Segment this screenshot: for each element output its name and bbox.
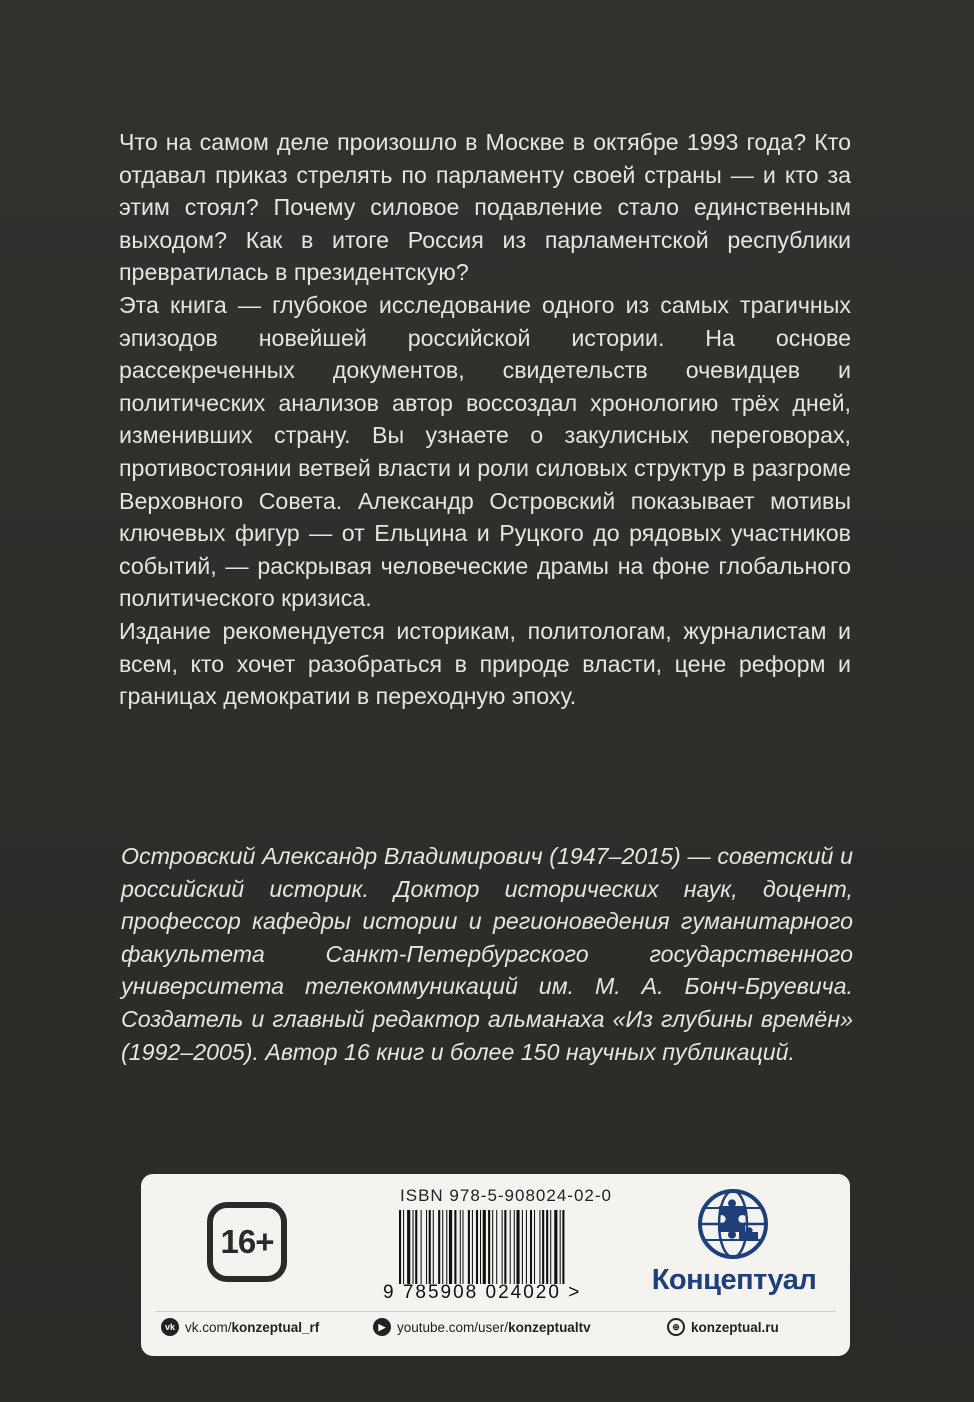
annotation-paragraph-1: Что на самом деле произошло в Москве в октябре 1993 года? Кто отдавал приказ стрелять по парламенту своей страны — и кто за этим стоял? Почему силовое подавление стало единственным выходом? Как в итоге Россия из парламентской республики превратилась в президентскую? bbox=[119, 129, 851, 286]
annotation-paragraph-2: Эта книга — глубокое исследование одного из самых трагичных эпизодов новейшей российской истории. На основе рассекреченных документов, свидетельств очевидцев и политических анализов автор воссоздал хронологию трёх дней, изменивших страну. Вы узнаете о закулисных переговорах, противостоянии ветвей власти и роли силовых структур в разгроме Верховного Совета. Александр Островский показывает мотивы ключевых фигур — от Ельцина и Руцкого до рядовых участников событий, — раскрывая человеческие драмы на фоне глобального политического кризиса. bbox=[119, 291, 851, 612]
youtube-link-prefix: youtube.com/user/ bbox=[397, 1319, 509, 1335]
site-link[interactable] bbox=[667, 1318, 779, 1336]
vk-link[interactable] bbox=[161, 1318, 319, 1336]
site-link-url: konzeptual.ru bbox=[691, 1319, 779, 1335]
puzzle-globe-icon bbox=[695, 1186, 771, 1262]
publisher-name: Концептуал bbox=[651, 1264, 817, 1296]
youtube-icon: ▶ bbox=[373, 1318, 391, 1336]
barcode-digits: 9 785908 024020 > bbox=[383, 1282, 582, 1303]
publisher-panel bbox=[141, 1174, 850, 1356]
vk-icon: vk bbox=[161, 1318, 179, 1336]
vk-link-prefix: vk.com/ bbox=[185, 1319, 232, 1335]
annotation bbox=[119, 126, 851, 713]
globe-icon: ⊕ bbox=[667, 1318, 685, 1336]
youtube-link-handle: konzeptualtv bbox=[508, 1319, 591, 1335]
panel-divider bbox=[155, 1311, 836, 1312]
barcode bbox=[399, 1210, 615, 1284]
youtube-link[interactable] bbox=[373, 1318, 591, 1336]
vk-link-handle: konzeptual_rf bbox=[231, 1319, 320, 1335]
age-rating-badge: 16+ bbox=[207, 1202, 287, 1282]
annotation-paragraph-3: Издание рекомендуется историкам, политологам, журналистам и всем, кто хочет разобраться в природе власти, цене реформ и границах демократии в переходную эпоху. bbox=[119, 617, 851, 710]
isbn-label: ISBN 978-5-908024-02-0 bbox=[400, 1186, 612, 1205]
author-bio: Островский Александр Владимирович (1947–2015) — советский и российский историк. Доктор исторических наук, доцент, профессор кафедры истории и регионоведения гуманитарного факультета Санкт-Петербургского государственного университета телекоммуникаций им. М. А. Бонч-Бруевича. Создатель и главный редактор альманаха «Из глубины времён» (1992–2005). Автор 16 книг и более 150 научных публикаций. bbox=[121, 843, 853, 1065]
